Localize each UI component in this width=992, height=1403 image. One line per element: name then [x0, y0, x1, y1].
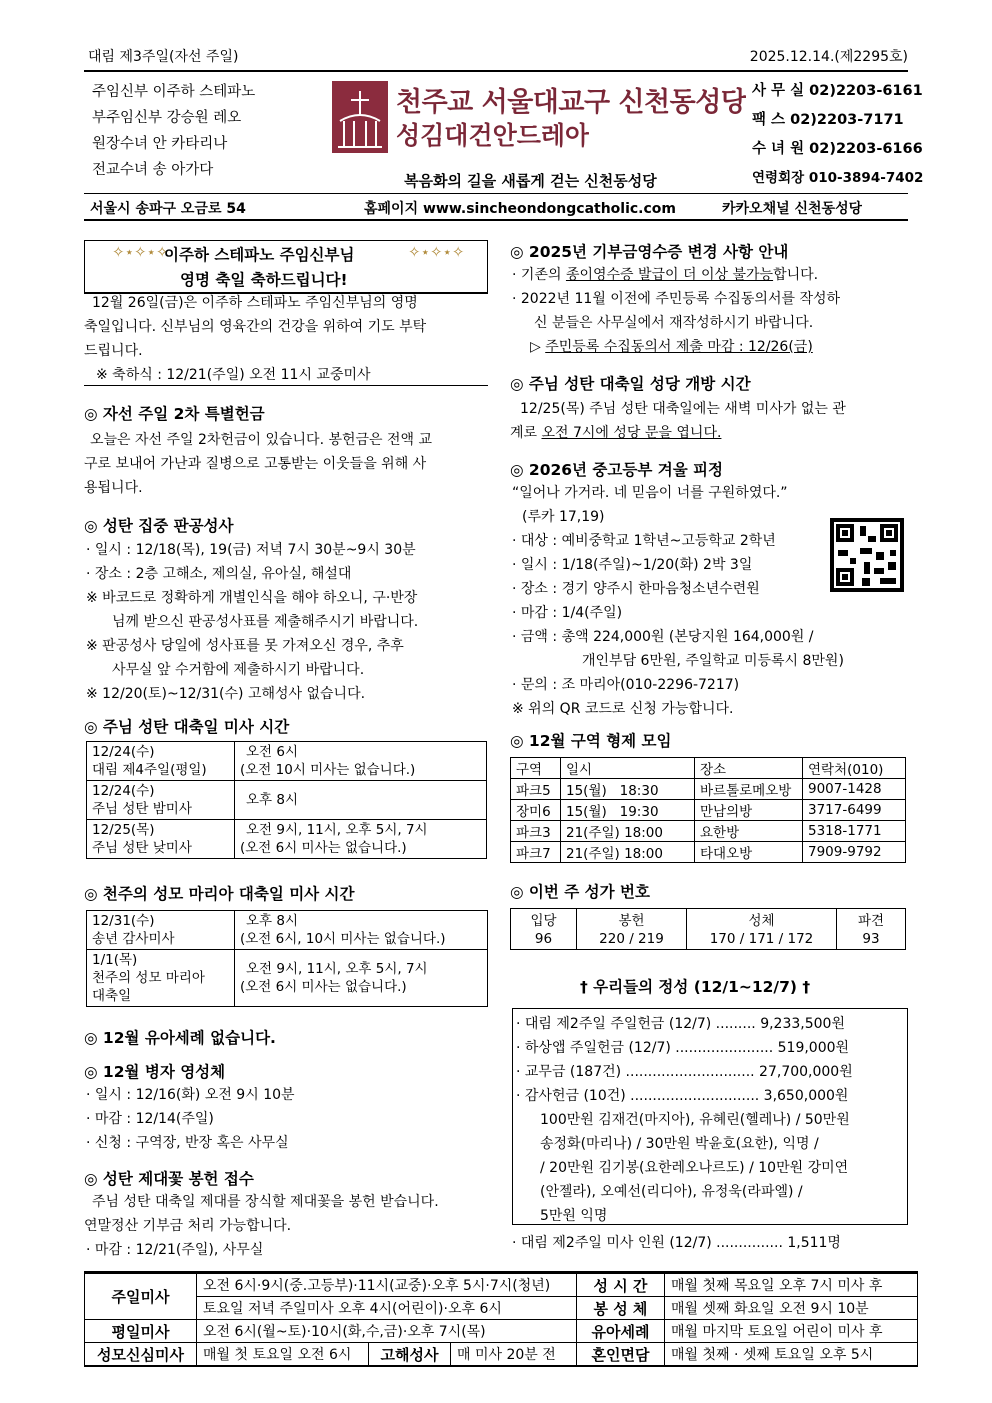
liturgical-day: 대림 제3주일(자선 주일): [88, 49, 239, 65]
contact-list: [752, 77, 923, 193]
sunday-mass-times: 오전 6시·9시(중.고등부)·11시(교중)·오후 5시·7시(청년): [197, 1274, 577, 1297]
staff-sister: 전교수녀 송 아가다: [92, 162, 214, 178]
mary-mass-table: 12/31(수) 송년 감사미사 오후 8시 (오전 6시, 10시 미사는 없습니다.) 1/1(목) 천주의 성모 마리아 대축일 오전 9시, 11시, 오후 5시, 7시 (오전 6시 미사는 없습니다.): [86, 910, 488, 1007]
staff-superior: 원장수녀 안 카타리나: [92, 136, 228, 152]
patron-saint: 성김대건안드레아: [396, 121, 590, 150]
parish-name: 천주교 서울대교구 신천동성당: [396, 87, 747, 118]
contact-office: 사 무 실 02)2203-6161: [752, 83, 923, 99]
church-open-title: ◎ 주님 성탄 대축일 성당 개방 시간: [510, 375, 751, 393]
hymn-title: ◎ 이번 주 성가 번호: [510, 883, 650, 901]
offering-title: † 우리들의 정성 (12/1~12/7) †: [580, 978, 811, 996]
sparkle-icon: ✧⋆✧⋆✧: [408, 243, 465, 261]
saturday-mass-times: 토요일 저녁 주일미사 오후 4시(어린이)·오후 6시: [197, 1297, 577, 1320]
district-meeting-title: ◎ 12월 구역 형제 모임: [510, 732, 672, 750]
church-open-text: 12/25(목) 주님 성탄 대축일에는 새벽 미사가 없는 관 계로 오전 7시에 성당 문을 엽니다.: [510, 401, 846, 441]
winter-retreat-text: “일어나 가거라. 네 믿음이 너를 구원하였다.” (루카 17,19) · 대상 : 예비중학교 1학년~고등학교 2학년 · 일시 : 1/18(주일)~1/20(화) 2박 3일 · 장소 : 경기 양주시 한마음청소년수련원 · 마감 : 1/4(주일) · 금액 : 총액 224,000원 (본당지원 164,000원 / 개인부담 6만원, 주일학교 미등록시 8만원) · 문의 : 조 마리아(010-2296-7217) ※ 위의 QR 코드로 신청 가능합니다.: [512, 485, 844, 717]
mass-attendance: · 대림 제2주일 미사 인원 (12/7) ............... 1,511명: [512, 1235, 841, 1251]
sick-communion-text: · 일시 : 12/16(화) 오전 9시 10분 · 마감 : 12/14(주일) · 신청 : 구역장, 반장 혹은 사무실: [86, 1087, 295, 1151]
contact-funeral: 연령회장 010-3894-7402: [752, 170, 924, 186]
staff-pastor: 주임신부 이주하 스테파노: [92, 84, 256, 100]
feast-title: 이주하 스테파노 주임신부님: [164, 246, 355, 264]
altar-flower-title: ◎ 성탄 제대꽃 봉헌 접수: [84, 1170, 254, 1188]
address: 서울시 송파구 오금로 54: [90, 201, 246, 217]
sick-communion-title: ◎ 12월 병자 영성체: [84, 1063, 226, 1081]
district-meeting-table: 구역 일시 장소 연락처(010) 파크5 15(월) 18:30 바르톨로메오방 9007-1428 장미6 15(월) 19:30 만남의방 3717-6499 파크3 21(주일) 18:00 요한방 5318-1771 파크7 21(주일) 18:00 타대오방 7909-9792: [510, 757, 906, 863]
issue-date: 2025.12.14.(제2295호): [749, 49, 908, 65]
mass-schedule-table: 주일미사 오전 6시·9시(중.고등부)·11시(교중)·오후 5시·7시(청년) 성 시 간 매월 첫째 목요일 오후 7시 미사 후 토요일 저녁 주일미사 오후 4시(어린이)·오후 6시 봉 성 체 매월 셋째 화요일 오전 9시 10분 평일미사 오전 6시(월~토)·10시(화,수,금)·오후 7시(목) 유아세례 매월 마지막 토요일 어린이 미사 후 성모신심미사 매월 첫 토요일 오전 6시 고해성사 매 미사 20분 전 혼인면담 매월 첫째 · 셋째 토요일 오후 5시: [84, 1273, 918, 1366]
kakao-channel[interactable]: 카카오채널 신천동성당: [722, 201, 863, 217]
receipt-text: · 기존의 종이영수증 발급이 더 이상 불가능합니다. · 2022년 11월 이전에 주민등록 수집동의서를 작성하 신 분들은 사무실에서 재작성하시기 바랍니다. ▷ 주민등록 수집동의서 제출 마감 : 12/26(금): [512, 267, 841, 355]
charity-title: ◎ 자선 주일 2차 특별헌금: [84, 405, 265, 423]
offering-list: · 대림 제2주일 주일헌금 (12/7) ......... 9,233,500원 · 하상앱 주일헌금 (12/7) ...................... 519,000원 · 교무금 (187건) ............................. 27,700,000원 · 감사헌금 (10건) ............................. 3,650,000원 100만원 김재건(마지아), 유혜린(헬레나) / 50만원 송정화(마리나) / 30만원 박윤호(요한), 익명 / / 20만원 김기봉(요한레오나르도) / 10만원 강미연 (안젤라), 오예선(리디아), 유정욱(라파엘) / 5만원 익명: [516, 1016, 853, 1224]
charity-text: 오늘은 자선 주일 2차헌금이 있습니다. 봉헌금은 전액 교 구로 보내어 가난과 질병으로 고통받는 이웃들을 위해 사 용됩니다.: [84, 432, 433, 496]
christmas-mass-title: ◎ 주님 성탄 대축일 미사 시간: [84, 718, 290, 736]
homepage-link[interactable]: 홈페이지 www.sincheondongcatholic.com: [364, 201, 677, 217]
feast-subtitle: 영명 축일 축하드립니다!: [180, 271, 348, 289]
feast-text: 12월 26일(금)은 이주하 스테파노 주임신부님의 영명 축일입니다. 신부님의 영육간의 건강을 위하여 기도 부탁 드립니다. ※ 축하식 : 12/21(주일) 오전 11시 교중미사: [84, 295, 427, 383]
sparkle-icon: ✧⋆✧⋆✧: [112, 243, 169, 261]
parish-logo: [332, 81, 388, 153]
weekday-mass-label: 평일미사: [85, 1320, 197, 1343]
christmas-mass-table: 12/24(수) 대림 제4주일(평일) 오전 6시 (오전 10시 미사는 없습니다.) 12/24(수) 주님 성탄 밤미사 오후 8시 12/25(목) 주님 성탄 낮미사 오전 9시, 11시, 오후 5시, 7시 (오전 6시 미사는 없습니다.): [86, 741, 487, 859]
infant-baptism-title: ◎ 12월 유아세례 없습니다.: [84, 1029, 276, 1047]
staff-list: [92, 79, 255, 183]
weekday-mass-times: 오전 6시(월~토)·10시(화,수,금)·오후 7시(목): [197, 1320, 577, 1343]
penance-title: ◎ 성탄 집중 판공성사: [84, 517, 234, 535]
winter-retreat-title: ◎ 2026년 중고등부 겨울 피정: [510, 461, 724, 479]
penance-text: · 일시 : 12/18(목), 19(금) 저녁 7시 30분~9시 30분 · 장소 : 2층 고해소, 제의실, 유아실, 해설대 ※ 바코드로 정확하게 개별인식을 해야 하오니, 구·반장 님께 받으신 판공성사표를 제출해주시기 바랍니다. ※ 판공성사 당일에 성사표를 못 가져오신 경우, 추후 사무실 앞 수거함에 제출하시기 바랍니다. ※ 12/20(토)~12/31(수) 고해성사 없습니다.: [86, 542, 419, 702]
contact-fax: 팩 스 02)2203-7171: [752, 112, 904, 128]
parish-motto: 복음화의 길을 새롭게 걷는 신천동성당: [404, 172, 657, 190]
altar-flower-text: 주님 성탄 대축일 제대를 장식할 제대꽃을 봉헌 받습니다. 연말정산 기부금 처리 가능합니다. · 마감 : 12/21(주일), 사무실: [84, 1194, 439, 1258]
sunday-mass-label: 주일미사: [85, 1274, 197, 1320]
receipt-title: ◎ 2025년 기부금영수증 변경 사항 안내: [510, 243, 789, 261]
contact-convent: 수 녀 원 02)2203-6166: [752, 141, 923, 157]
hymn-table: 입당 봉헌 성체 파견 96 220 / 219 170 / 171 / 172 93: [510, 908, 906, 950]
mary-mass-title: ◎ 천주의 성모 마리아 대축일 미사 시간: [84, 885, 355, 903]
staff-assistant: 부주임신부 강승원 레오: [92, 110, 242, 126]
qr-code[interactable]: [830, 518, 904, 592]
